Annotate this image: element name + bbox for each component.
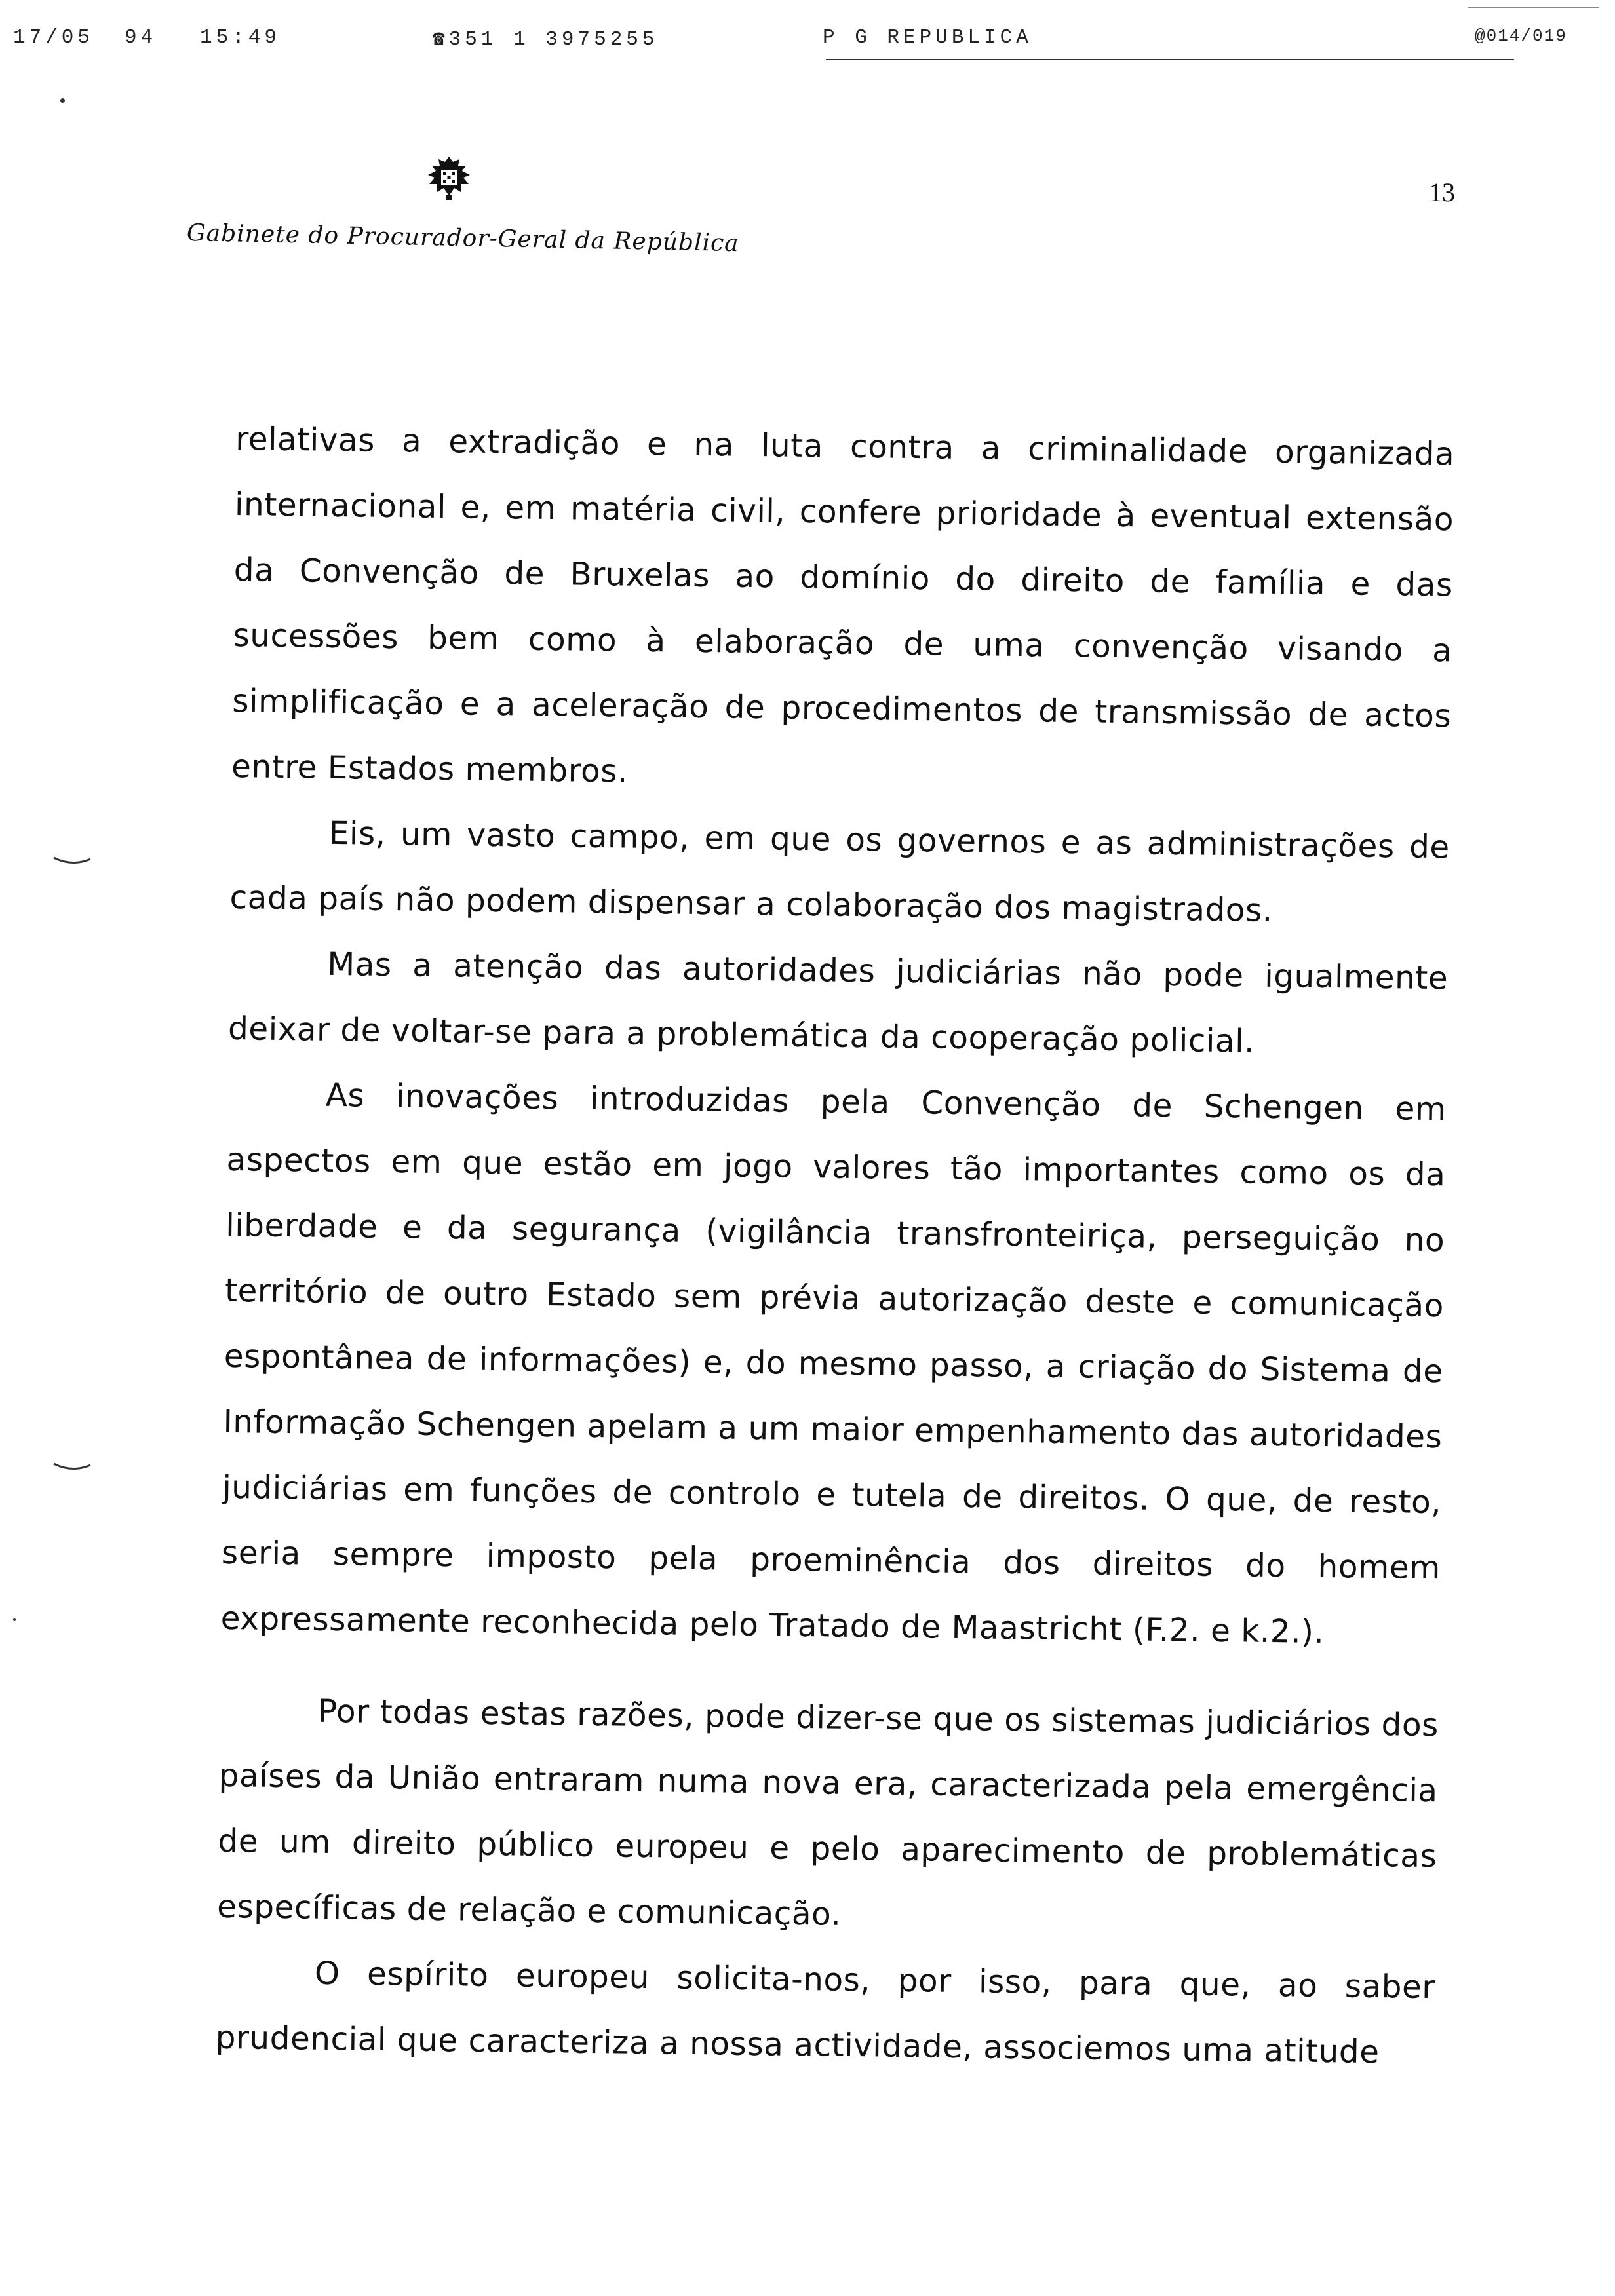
paragraph: relativas a extradição e na luta contra a criminalidade organizada internacional e, em matéria civil, confere prioridade à eventual extensão da Convenção de Bruxelas ao domínio do direito de família e das sucessões bem como à elaboração de uma convenção visando a simplificação e a aceleração de procedimentos de transmissão de actos entre Estados membros. [231,420,1455,790]
fax-header-rule [826,59,1514,60]
paragraph: Por todas estas razões, pode dizer-se que os sistemas judiciários dos países da União entraram numa nova era, caracterizada pela emergência de um direito público europeu e pelo aparecimento de problemáticas específicas de relação e comunicação. [216,1693,1439,1933]
margin-tick-mark [52,1461,92,1474]
fax-sender: P G REPUBLICA [823,26,1032,49]
paragraph: Eis, um vasto campo, em que os governos e as administrações de cada país não podem dispensar a colaboração dos magistrados. [229,814,1450,929]
page-number: 13 [1429,178,1455,207]
paragraph: O espírito europeu solicita-nos, por isso, para que, ao saber prudencial que caracteriza a nossa actividade, associemos uma atitude [215,1955,1436,2071]
paragraph: As inovações introduzidas pela Convenção de Schengen em aspectos em que estão em jogo valores tão importantes como os da liberdade e da segurança (vigilância transfronteiriça, perseguição no território de outro Estado sem prévia autorização deste e comunicação espontânea de informações) e, do mesmo passo, a criação do Sistema de Informação Schengen apelam a um maior empenhamento das autoridades judiciárias em funções de controlo e tutela de direitos. O que, de resto, seria sempre imposto pela proeminência dos direitos do homem expressamente reconhecida pelo Tratado de Maastricht (F.2. e k.2.). [220,1077,1447,1651]
margin-tick-mark [52,855,92,868]
scan-dot [13,1618,16,1621]
fax-year: 94 [125,26,157,49]
paragraph: Mas a atenção das autoridades judiciárias não pode igualmente deixar de voltar-se para a problemática da cooperação policial. [227,946,1449,1060]
fax-page-code: @014/019 [1475,26,1567,46]
scan-dot [60,98,65,103]
coat-of-arms-icon [423,154,475,201]
fax-date: 17/05 [13,26,94,49]
fax-time: 15:49 [200,26,281,49]
office-name: Gabinete do Procurador-Geral da República [186,220,740,258]
fax-top-rule [1468,7,1599,8]
body-text [215,406,1455,2086]
fax-phone: ☎351 1 3975255 [433,28,659,51]
